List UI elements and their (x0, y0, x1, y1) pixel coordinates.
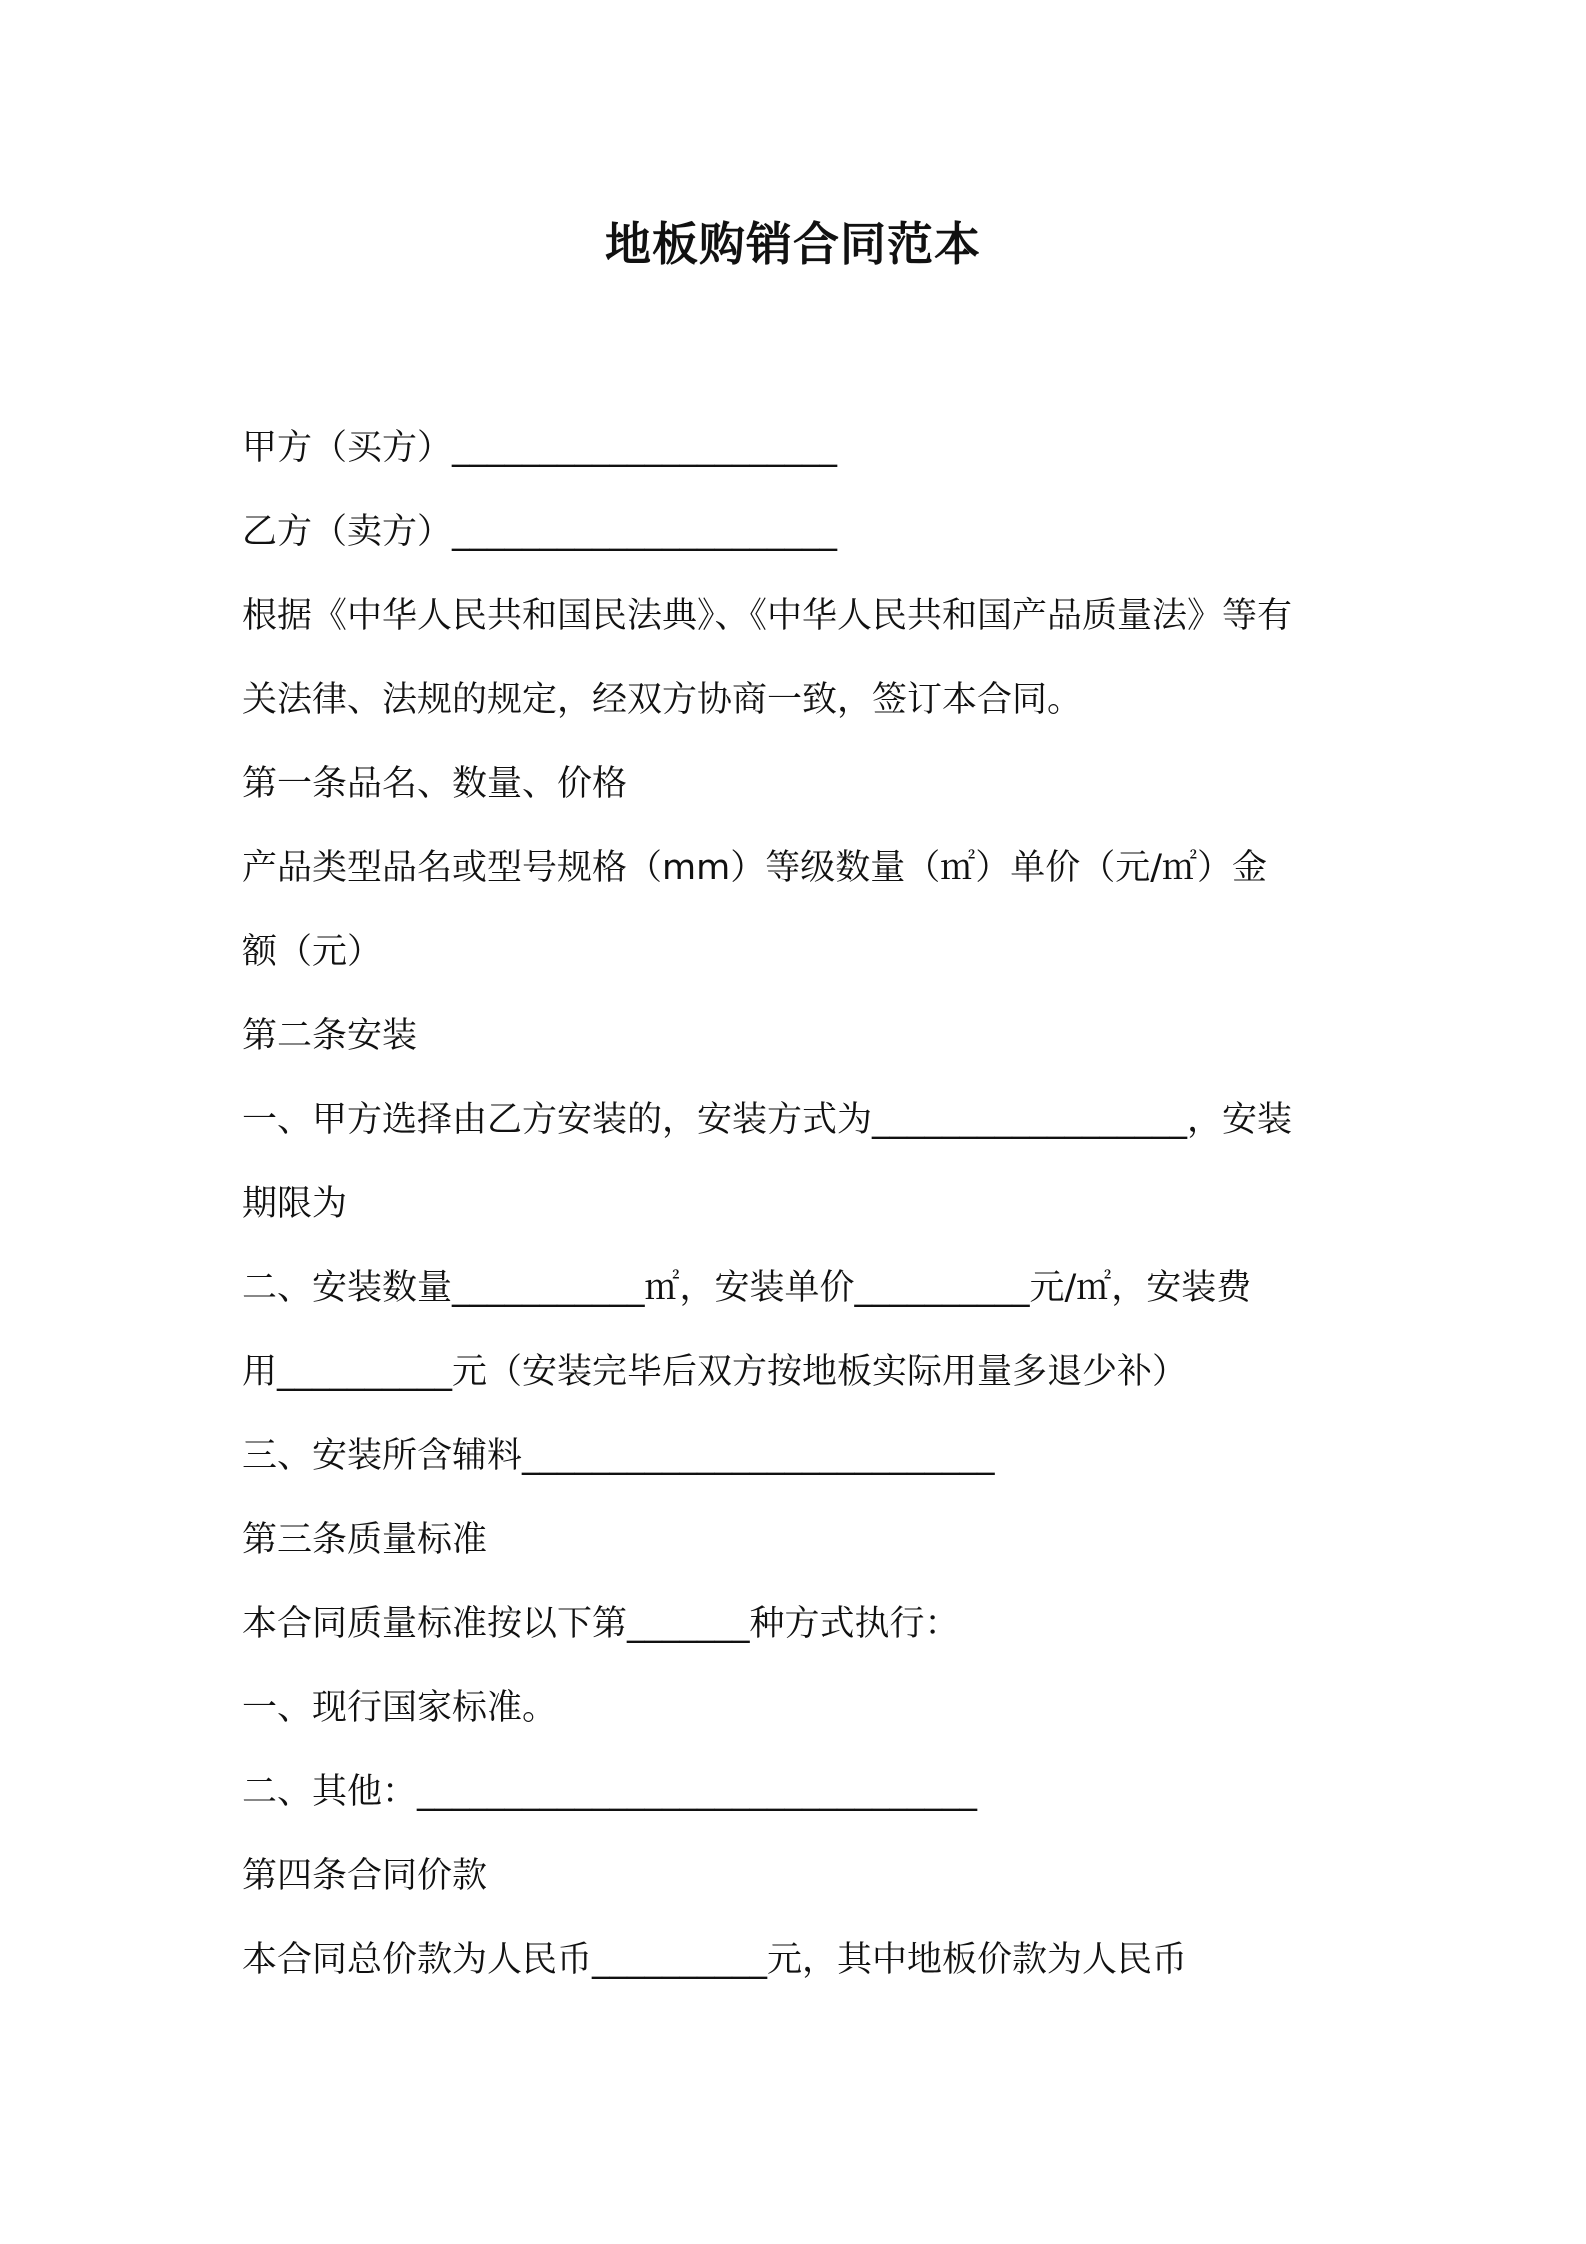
article-3-heading: 第三条质量标准 (242, 1520, 488, 1560)
article-2-heading: 第二条安装 (242, 1016, 418, 1056)
document-body (242, 406, 1362, 2002)
install-method-line-1: 一、甲方选择由乙方安装的，安装方式为__________________，安装 (242, 1100, 1293, 1140)
contract-price-line: 本合同总价款为人民币__________元，其中地板价款为人民币 (242, 1940, 1188, 1980)
install-quantity-line-1: 二、安装数量___________㎡，安装单价__________元/㎡，安装费 (242, 1268, 1252, 1308)
preamble-line-1: 根据《中华人民共和国民法典》、《中华人民共和国产品质量法》等有 (242, 596, 1293, 636)
party-a-line: 甲方（买方）______________________ (242, 428, 838, 468)
party-b-line: 乙方（卖方）______________________ (242, 512, 838, 552)
document-title: 地板购销合同范本 (605, 217, 981, 271)
preamble-line-2: 关法律、法规的规定，经双方协商一致，签订本合同。 (242, 680, 1083, 720)
install-quantity-line-2: 用__________元（安装完毕后双方按地板实际用量多退少补） (242, 1352, 1188, 1392)
install-materials-line: 三、安装所含辅料___________________________ (242, 1436, 995, 1476)
article-1-columns-line-1: 产品类型品名或型号规格（mm）等级数量（㎡）单价（元/㎡）金 (242, 848, 1267, 888)
other-standard-line: 二、其他：________________________________ (242, 1772, 978, 1812)
article-4-heading: 第四条合同价款 (242, 1856, 488, 1896)
quality-standard-line: 本合同质量标准按以下第_______种方式执行： (242, 1604, 960, 1644)
install-method-line-2: 期限为 (242, 1184, 348, 1224)
national-standard-line: 一、现行国家标准。 (242, 1688, 558, 1728)
article-1-heading: 第一条品名、数量、价格 (242, 764, 628, 804)
article-1-columns-line-2: 额（元） (242, 932, 383, 972)
